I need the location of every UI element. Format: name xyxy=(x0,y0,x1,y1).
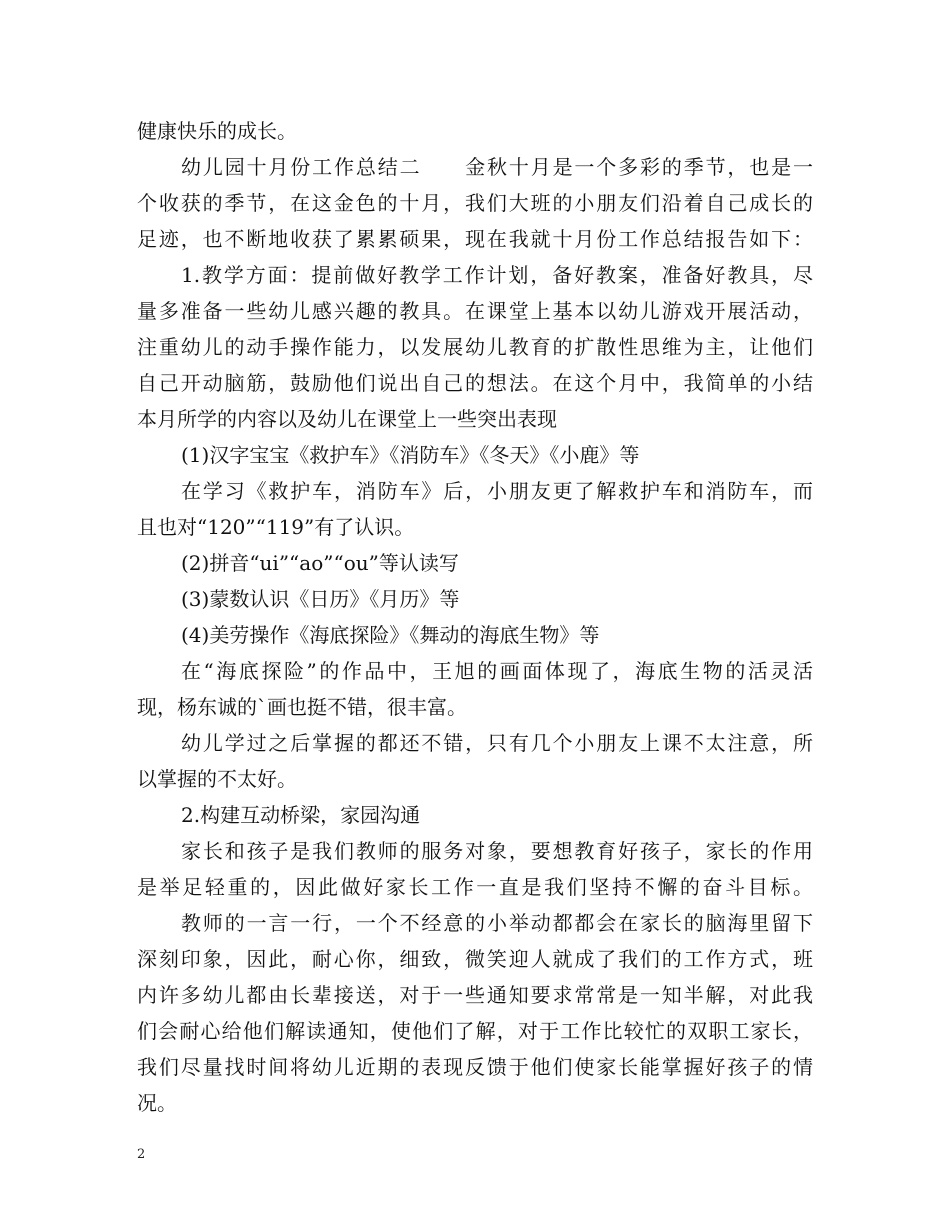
text-line-25: 内许多幼儿都由长辈接送，对于一些通知要求常常是一知半解，对此我 xyxy=(137,983,813,1007)
text-line-17: 现，杨东诚的`画也挺不错，很丰富。 xyxy=(137,695,467,719)
text-line-20: 2.构建互动桥梁，家园沟通 xyxy=(181,803,421,827)
text-line-3: 个收获的季节，在这金色的十月，我们大班的小朋友们沿着自己成长的 xyxy=(137,191,813,215)
text-line-2: 幼儿园十月份工作总结二 金秋十月是一个多彩的季节，也是一 xyxy=(181,155,813,179)
text-line-11: 在学习《救护车，消防车》后，小朋友更了解救护车和消防车，而 xyxy=(181,479,813,503)
text-line-26: 们会耐心给他们解读通知，使他们了解，对于工作比较忙的双职工家长， xyxy=(137,1019,813,1043)
text-line-28: 况。 xyxy=(137,1091,177,1115)
text-line-6: 量多准备一些幼儿感兴趣的教具。在课堂上基本以幼儿游戏开展活动， xyxy=(137,299,813,323)
text-line-10: (1)汉字宝宝《救护车》《消防车》《冬天》《小鹿》等 xyxy=(181,443,640,467)
text-line-22: 是举足轻重的，因此做好家长工作一直是我们坚持不懈的奋斗目标。 xyxy=(137,875,813,899)
text-line-18: 幼儿学过之后掌握的都还不错，只有几个小朋友上课不太注意，所 xyxy=(181,731,813,755)
text-line-9: 本月所学的内容以及幼儿在课堂上一些突出表现 xyxy=(137,407,557,431)
text-line-7: 注重幼儿的动手操作能力，以发展幼儿教育的扩散性思维为主，让他们 xyxy=(137,335,813,359)
text-line-8: 自己开动脑筋，鼓励他们说出自己的想法。在这个月中，我简单的小结 xyxy=(137,371,813,395)
text-line-15: (4)美劳操作《海底探险》《舞动的海底生物》等 xyxy=(181,623,600,647)
text-line-4: 足迹，也不断地收获了累累硕果，现在我就十月份工作总结报告如下： xyxy=(137,227,813,251)
text-line-16: 在“海底探险”的作品中，王旭的画面体现了，海底生物的活灵活 xyxy=(181,659,813,683)
text-line-19: 以掌握的不太好。 xyxy=(137,767,297,791)
text-line-27: 我们尽量找时间将幼儿近期的表现反馈于他们使家长能掌握好孩子的情 xyxy=(137,1055,813,1079)
text-line-23: 教师的一言一行，一个不经意的小举动都都会在家长的脑海里留下 xyxy=(181,911,813,935)
text-line-12: 且也对“120”“119”有了认识。 xyxy=(137,515,415,539)
text-line-5: 1.教学方面：提前做好教学工作计划，备好教案，准备好教具，尽 xyxy=(181,263,813,287)
text-line-14: (3)蒙数认识《日历》《月历》等 xyxy=(181,587,460,611)
text-line-1: 健康快乐的成长。 xyxy=(137,119,297,143)
text-line-13: (2)拼音“ui”“ao”“ou”等认读写 xyxy=(181,551,459,575)
page-number: 2 xyxy=(137,1147,146,1162)
text-line-21: 家长和孩子是我们教师的服务对象，要想教育好孩子，家长的作用 xyxy=(181,839,813,863)
text-line-24: 深刻印象，因此，耐心你，细致，微笑迎人就成了我们的工作方式，班 xyxy=(137,947,813,971)
